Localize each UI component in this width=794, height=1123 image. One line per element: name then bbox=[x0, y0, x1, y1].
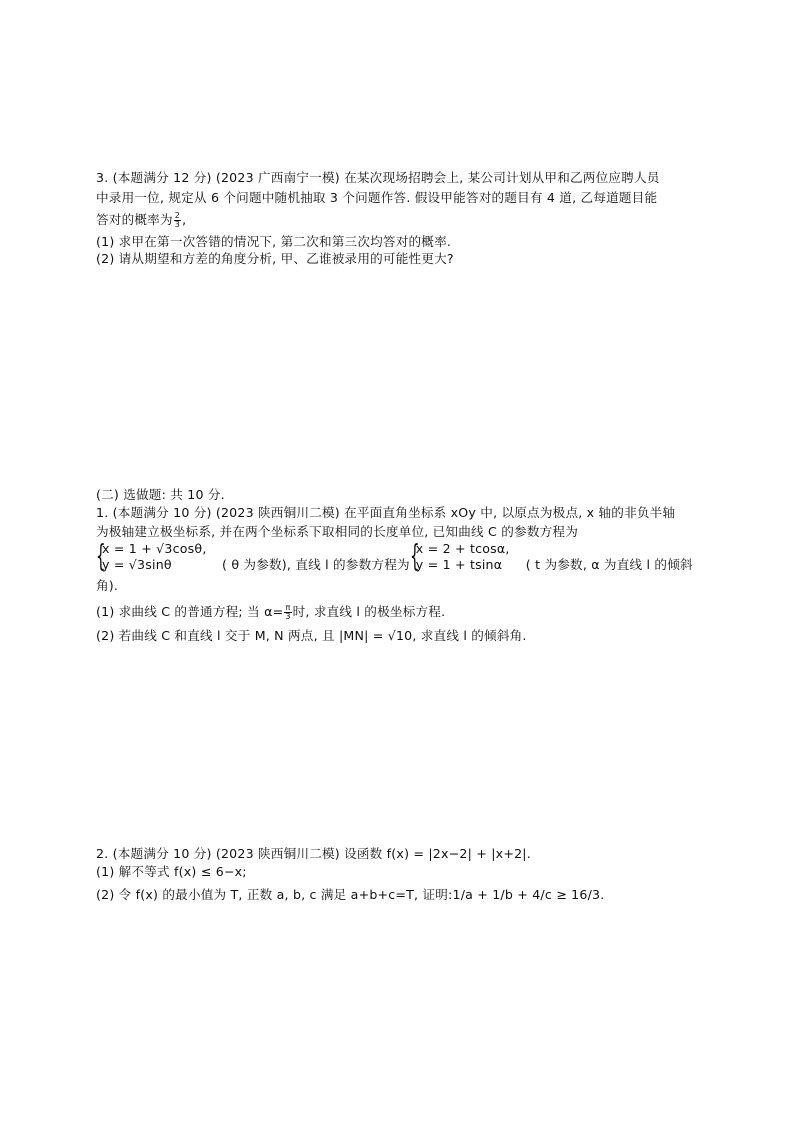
curve-y-eq: y = √3sinθ bbox=[102, 557, 172, 572]
section-heading: (二) 选做题: 共 10 分. bbox=[96, 487, 225, 502]
q1-line1: 1. (本题满分 10 分) (2023 陕西铜川二模) 在平面直角坐标系 xOy 中, 以原点为极点, x 轴的非负半轴 bbox=[96, 505, 676, 520]
q2-inequality: 1/a + 1/b + 4/c ≥ 16/3. bbox=[452, 887, 605, 902]
q3-fraction bbox=[174, 212, 181, 229]
q3-line3-text: 答对的概率为 bbox=[96, 212, 173, 227]
q3-frac-den: 3 bbox=[174, 220, 181, 229]
q3-line1: 3. (本题满分 12 分) (2023 广西南宁一模) 在某次现场招聘会上, 某公司计划从甲和乙两位应聘人员 bbox=[96, 170, 660, 185]
line-l-system bbox=[410, 541, 526, 573]
q1-line2: 为极轴建立极坐标系, 并在两个坐标系下取相同的长度单位, 已知曲线 C 的参数方程为 bbox=[96, 524, 578, 539]
q3-part2: (2) 请从期望和方差的角度分析, 甲、乙谁被录用的可能性更大? bbox=[96, 251, 454, 266]
curve-c-system bbox=[96, 541, 222, 573]
q3-line2: 中录用一位, 规定从 6 个问题中随机抽取 3 个问题作答. 假设甲能答对的题目有 4 道, 乙每道题目能 bbox=[96, 190, 658, 205]
q3-line3-end: , bbox=[182, 212, 187, 227]
q2-line1: 2. (本题满分 10 分) (2023 陕西铜川二模) 设函数 f(x) = |2x−2| + |x+2|. bbox=[96, 846, 531, 861]
left-brace: { bbox=[409, 539, 420, 574]
pi-over-3-fraction bbox=[284, 604, 291, 621]
q3-frac-num: 2 bbox=[174, 211, 181, 220]
line-y-eq: y = 1 + tsinα bbox=[415, 557, 503, 572]
q1-tail-text: ( t 为参数, α 为直线 l 的倾斜 bbox=[525, 557, 693, 572]
curve-x-eq: x = 1 + √3cosθ, bbox=[102, 541, 207, 556]
frac-den: 3 bbox=[285, 612, 291, 621]
q1-part1-text: (1) 求曲线 C 的普通方程; 当 bbox=[96, 604, 260, 619]
q2-part2-text: (2) 令 f(x) 的最小值为 T, 正数 a, b, c 满足 a+b+c=T, 证明: bbox=[96, 887, 453, 902]
q1-line4: 角). bbox=[96, 578, 119, 593]
q2-part1: (1) 解不等式 f(x) ≤ 6−x; bbox=[96, 864, 247, 879]
q1-equation-line bbox=[96, 541, 693, 573]
left-brace: { bbox=[96, 539, 106, 574]
q2-part2 bbox=[96, 887, 604, 903]
frac-num: π bbox=[285, 603, 291, 612]
q3-line3 bbox=[96, 212, 186, 229]
q1-part1 bbox=[96, 604, 445, 621]
q1-part2: (2) 若曲线 C 和直线 l 交于 M, N 两点, 且 |MN| = √10, 求直线 l 的倾斜角. bbox=[96, 628, 527, 643]
q1-mid-text: ( θ 为参数), 直线 l 的参数方程为 bbox=[222, 557, 410, 572]
q3-part1: (1) 求甲在第一次答错的情况下, 第二次和第三次均答对的概率. bbox=[96, 234, 452, 249]
line-x-eq: x = 2 + tcosα, bbox=[415, 541, 510, 556]
alpha-eq: α= bbox=[264, 604, 284, 619]
q1-part1-end: 时, 求直线 l 的极坐标方程. bbox=[292, 604, 446, 619]
